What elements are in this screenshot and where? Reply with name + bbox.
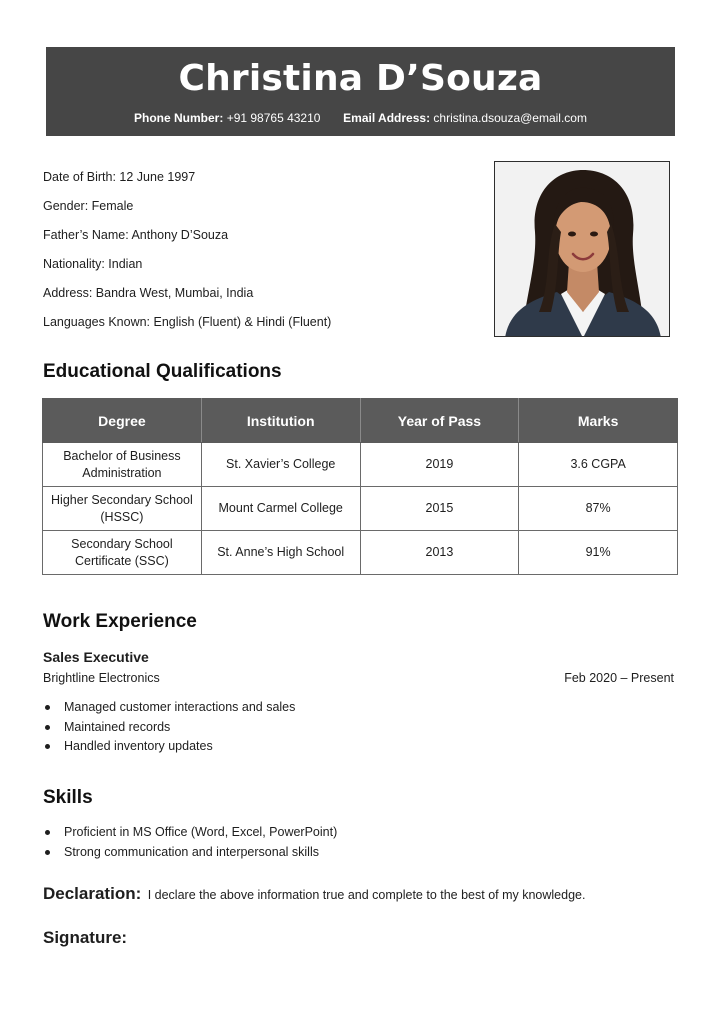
nationality: Nationality: Indian [43,257,143,271]
degree-cell: Higher Secondary School (HSSC) [43,487,202,531]
fathers-name: Father’s Name: Anthony D’Souza [43,228,229,242]
phone-value: +91 98765 43210 [226,111,321,125]
marks-cell: 91% [519,531,678,575]
skills-bullet-list [43,823,337,862]
profile-photo [494,161,670,337]
year-cell: 2019 [360,443,519,487]
degree-cell: Secondary School Certificate (SSC) [43,531,202,575]
declaration-label: Declaration: [43,884,142,903]
year-cell: 2013 [360,531,519,575]
column-header-marks: Marks [519,399,678,443]
list-item: Managed customer interactions and sales [43,698,295,718]
job-dates: Feb 2020 – Present [564,671,674,685]
column-header-degree: Degree [43,399,202,443]
date-of-birth: Date of Birth: 12 June 1997 [43,170,196,184]
email-label: Email Address: [343,111,431,125]
marks-cell: 87% [519,487,678,531]
institution-cell: St. Anne’s High School [201,531,360,575]
person-portrait-icon [495,162,670,337]
candidate-name: Christina D’Souza [178,58,543,99]
marks-cell: 3.6 CGPA [519,443,678,487]
degree-cell: Bachelor of Business Administration [43,443,202,487]
table-header-row [43,399,678,443]
resume-header [46,47,675,136]
list-item: Proficient in MS Office (Word, Excel, PowerPoint) [43,823,337,843]
column-header-year: Year of Pass [360,399,519,443]
institution-cell: St. Xavier’s College [201,443,360,487]
table-row [43,487,678,531]
contact-line [46,111,675,125]
declaration-text: I declare the above information true and complete to the best of my knowledge. [147,888,586,902]
email-value: christina.dsouza@email.com [433,111,587,125]
list-item: Handled inventory updates [43,737,295,757]
job-company: Brightline Electronics [43,671,160,685]
list-item: Strong communication and interpersonal skills [43,843,337,863]
table-row [43,443,678,487]
declaration [43,884,585,904]
job-title: Sales Executive [43,649,149,665]
address: Address: Bandra West, Mumbai, India [43,286,254,300]
table-row [43,531,678,575]
phone-label: Phone Number: [134,111,224,125]
languages-known: Languages Known: English (Fluent) & Hindi (Fluent) [43,315,332,329]
personal-details [43,168,473,342]
skills-section-title: Skills [43,787,93,808]
education-table [42,398,678,575]
signature-label: Signature: [43,928,128,947]
list-item: Maintained records [43,718,295,738]
work-bullet-list [43,698,295,757]
column-header-institution: Institution [201,399,360,443]
gender: Gender: Female [43,199,134,213]
institution-cell: Mount Carmel College [201,487,360,531]
work-section-title: Work Experience [43,611,197,632]
education-section-title: Educational Qualifications [43,361,282,382]
year-cell: 2015 [360,487,519,531]
